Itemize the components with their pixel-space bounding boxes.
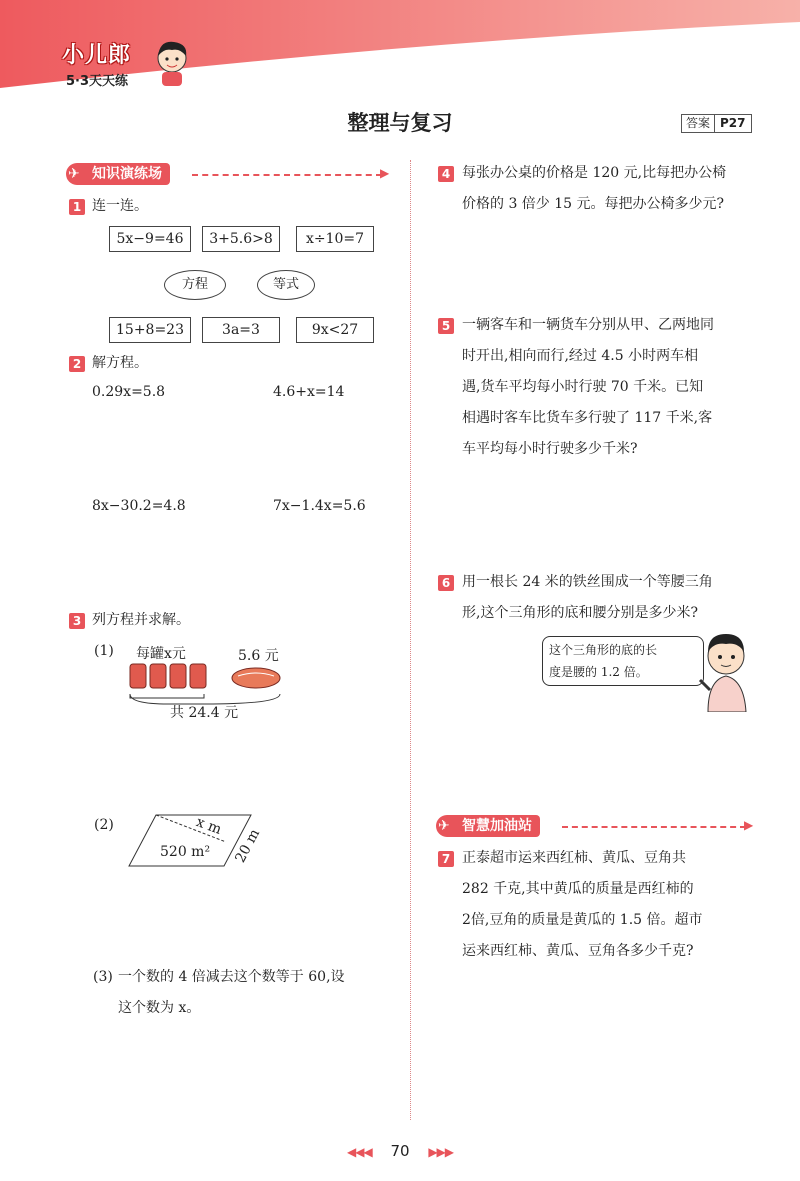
question-text: 时开出,相向而行,经过 4.5 小时两车相	[462, 348, 699, 364]
bread-price-label: 5.6 元	[238, 648, 279, 664]
question-number: 1	[69, 199, 85, 215]
question-text: 价格的 3 倍少 15 元。每把办公椅多少元?	[462, 196, 725, 212]
question-number: 6	[438, 575, 454, 591]
next-arrows-icon: ▶▶▶	[428, 1145, 454, 1159]
question-title: 列方程并求解。	[92, 612, 190, 628]
category-oval: 等式	[257, 270, 315, 300]
section-icon: ✈	[68, 166, 80, 182]
question-text: 一辆客车和一辆货车分别从甲、乙两地同	[462, 317, 714, 333]
question-text: 正泰超市运来西红柿、黄瓜、豆角共	[462, 850, 686, 866]
question-text: 形,这个三角形的底和腰分别是多少米?	[462, 605, 698, 621]
arrow-icon: ▶	[380, 166, 390, 180]
question-text: 每张办公桌的价格是 120 元,比每把办公椅	[462, 165, 727, 181]
equation: 7x−1.4x=5.6	[273, 498, 366, 514]
bubble-line: 度是腰的 1.2 倍。	[549, 665, 648, 679]
question-text: 用一根长 24 米的铁丝围成一个等腰三角	[462, 574, 713, 590]
question-number: 5	[438, 318, 454, 334]
logo-subtitle: 5·3天天练	[66, 74, 129, 89]
question-number: 4	[438, 166, 454, 182]
question-number: 2	[69, 356, 85, 372]
question-number: 3	[69, 613, 85, 629]
question-text: 一个数的 4 倍减去这个数等于 60,设	[118, 969, 345, 985]
section-tag-knowledge: 知识演练场	[66, 163, 170, 185]
column-divider	[410, 160, 411, 1120]
page-footer	[0, 1142, 800, 1160]
sub-question-label: (3)	[93, 969, 113, 985]
question-text: 遇,货车平均每小时行驶 70 千米。已知	[462, 379, 704, 395]
total-price-label: 共 24.4 元	[170, 705, 239, 721]
section-line	[562, 826, 746, 828]
question-number: 7	[438, 851, 454, 867]
question-text: 运来西红柿、黄瓜、豆角各多少千克?	[462, 943, 694, 959]
section-icon: ✈	[438, 818, 450, 834]
answer-page: P27	[720, 116, 746, 130]
arrow-icon: ▶	[744, 818, 754, 832]
question-text: 282 千克,其中黄瓜的质量是西红柿的	[462, 881, 694, 897]
question-text: 相遇时客车比货车多行驶了 117 千米,客	[462, 410, 713, 426]
page-title: 整理与复习	[347, 111, 453, 135]
expression-box: 3+5.6>8	[202, 226, 280, 252]
question-text: 2倍,豆角的质量是黄瓜的 1.5 倍。超市	[462, 912, 703, 928]
answer-label: 答案	[682, 115, 715, 132]
sub-question-label: (1)	[94, 643, 114, 659]
mascot-avatar	[152, 38, 192, 88]
page-number: 70	[390, 1142, 410, 1160]
equation: 8x−30.2=4.8	[92, 498, 186, 514]
answer-reference	[681, 114, 752, 133]
expression-box: 5x−9=46	[109, 226, 191, 252]
equation: 0.29x=5.8	[92, 384, 166, 400]
category-oval: 方程	[164, 270, 226, 300]
height-label: 20 m	[232, 826, 264, 866]
base-label: x m	[194, 814, 224, 838]
question-title: 解方程。	[92, 355, 148, 371]
logo-title: 小儿郎	[62, 43, 132, 68]
area-label: 520 m²	[160, 844, 211, 860]
expression-box: 15+8=23	[109, 317, 191, 343]
section-line	[192, 174, 382, 176]
sub-question-label: (2)	[94, 817, 114, 833]
expression-box: 9x<27	[296, 317, 374, 343]
parallelogram-diagram	[126, 812, 256, 870]
can-price-label: 每罐x元	[136, 646, 186, 662]
speech-bubble	[542, 636, 704, 686]
prev-arrows-icon: ◀◀◀	[346, 1145, 372, 1159]
question-text: 车平均每小时行驶多少千米?	[462, 441, 638, 457]
boy-illustration	[696, 630, 756, 712]
expression-box: 3a=3	[202, 317, 280, 343]
expression-box: x÷10=7	[296, 226, 374, 252]
question-title: 连一连。	[92, 198, 148, 214]
question-text: 这个数为 x。	[118, 1000, 201, 1016]
equation: 4.6+x=14	[273, 384, 345, 400]
section-tag-wisdom: 智慧加油站	[436, 815, 540, 837]
bubble-line: 这个三角形的底的长	[549, 643, 658, 657]
